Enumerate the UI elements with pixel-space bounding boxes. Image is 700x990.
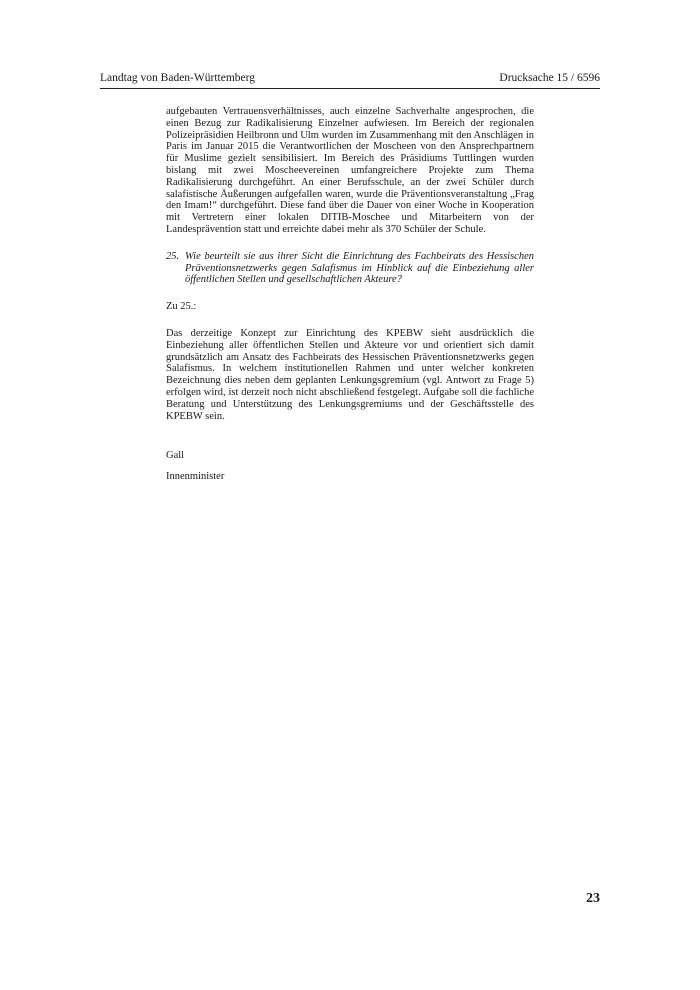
answer-label: Zu 25.: bbox=[166, 301, 197, 313]
header-parliament-name: Landtag von Baden-Württemberg bbox=[100, 72, 255, 84]
document-body bbox=[166, 106, 534, 483]
answer-text: Das derzeitige Konzept zur Einrichtung des KPEBW sieht ausdrücklich die Einbeziehung aller öffentlichen Stellen und Akteure vor und orientiert sich damit grundsätzlich am Ansatz des Fachbeirats des Hessischen Präventionsnetzwerks gegen Salafismus. In welchem institutionellen Rahmen und unter welcher konkreten Bezeichnung dies neben dem geplanten Lenkungsgremium (vgl. Antwort zu Frage 5) erfolgen wird, ist derzeit noch nicht abschließend festgelegt. Aufgabe soll die fachliche Beratung und Unterstützung des Lenkungsgremiums und der Geschäftsstelle des KPEBW sein. bbox=[166, 327, 534, 422]
header-document-number: Drucksache 15 / 6596 bbox=[499, 72, 600, 84]
question-text: Wie beurteilt sie aus ihrer Sicht die Einrichtung des Fachbeirats des Hessischen Präventionsnetzwerks gegen Salafismus im Hinblick auf die Einbeziehung aller öffentlichen Stellen und gesellschaftlichen Akteure? bbox=[185, 250, 534, 286]
page-number: 23 bbox=[586, 891, 600, 906]
signature-name: Gall bbox=[166, 450, 185, 462]
question-25 bbox=[166, 251, 534, 286]
signature-title: Innenminister bbox=[166, 471, 225, 483]
question-number: 25. bbox=[166, 250, 180, 262]
header-divider bbox=[100, 88, 600, 89]
page-header bbox=[100, 71, 600, 87]
answer-paragraph-continued: aufgebauten Vertrauensverhältnisses, auch einzelne Sachverhalte angesprochen, die einen Bezug zur Radikalisierung Einzelner aufwiesen. Im Bereich der regionalen Polizeipräsidien Heilbronn und Ulm wurden im Zusammenhang mit den Anschlägen in Paris im Januar 2015 die Verantwortlichen der Moscheen von den Ansprechpartnern für Muslime gezielt sensibilisiert. Im Bereich des Präsidiums Tuttlingen wurden bislang mit zwei Moscheevereinen umfangreichere Projekte zum Thema Radikalisierung durchgeführt. An einer Berufsschule, an der zwei Schüler durch salafistische Äußerungen aufgefallen waren, wurde die Präventionsveranstaltung „Frag den Imam!“ durchgeführt. Diese fand über die Dauer von einer Woche in Kooperation mit Vertretern einer lokalen DITIB-Moschee und Mitarbeitern von der Landesprävention statt und erreichte dabei mehr als 370 Schüler der Schule. bbox=[166, 106, 534, 235]
